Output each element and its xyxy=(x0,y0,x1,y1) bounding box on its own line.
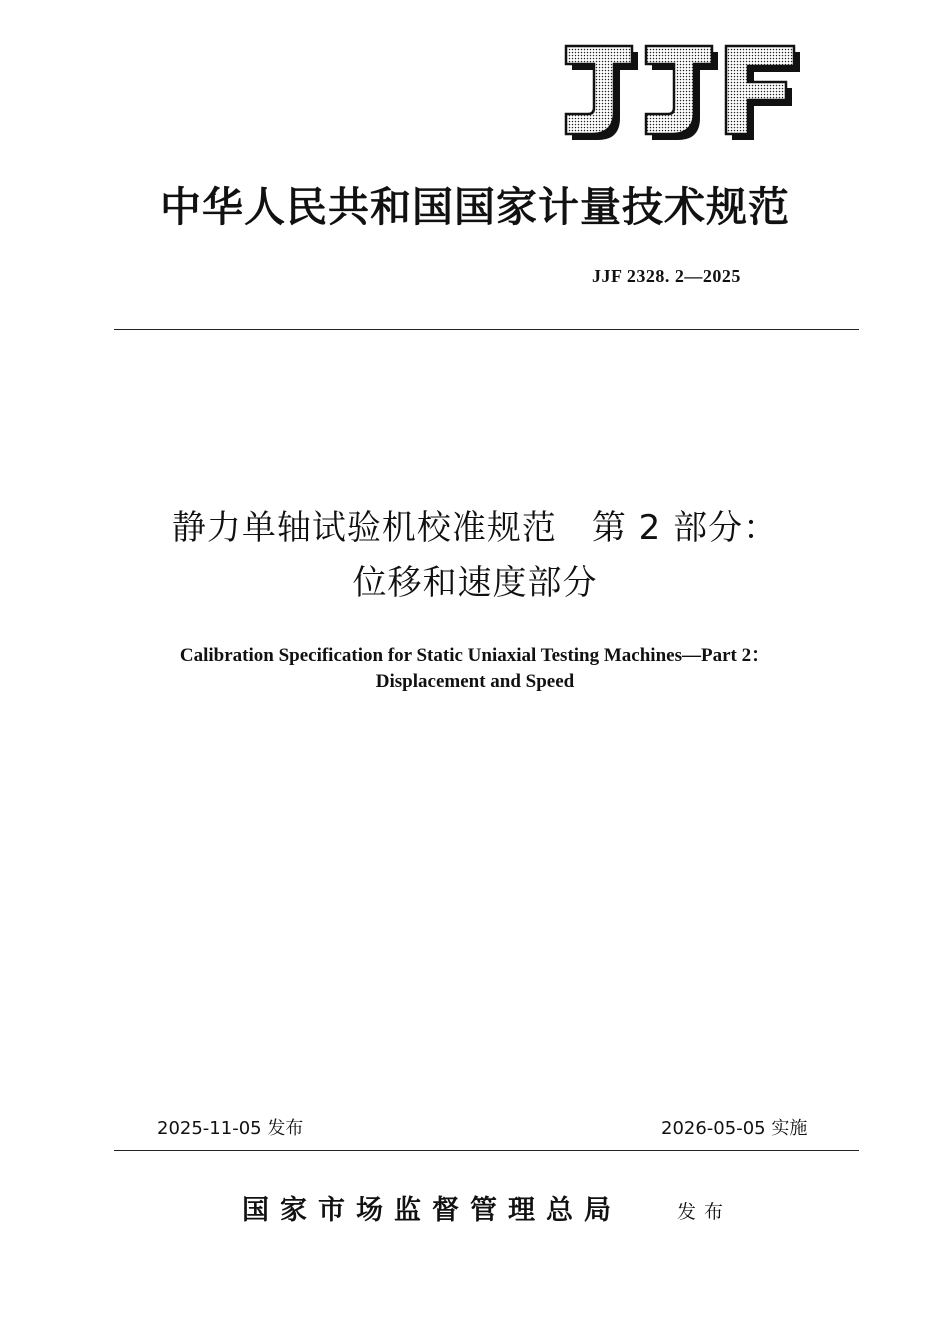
english-title-line-2: Displacement and Speed xyxy=(375,671,575,692)
country-standard-title: 中华人民共和国国家计量技术规范 xyxy=(160,183,790,231)
publisher-suffix: 发布 xyxy=(677,1201,732,1223)
publisher-name: 国家市场监督管理总局 xyxy=(242,1195,622,1226)
implementation-date: 2026-05-05 实施 xyxy=(661,1118,808,1139)
standard-code: JJF 2328. 2—2025 xyxy=(592,266,741,286)
chinese-title-line-2: 位移和速度部分 xyxy=(352,563,598,603)
top-divider xyxy=(114,329,859,330)
chinese-title-line-1: 静力单轴试验机校准规范 第 2 部分： xyxy=(171,508,779,548)
bottom-divider xyxy=(114,1150,859,1151)
jjf-logo xyxy=(562,42,804,142)
issue-date: 2025-11-05 发布 xyxy=(157,1118,304,1139)
english-title-line-1: Calibration Specification for Static Uniaxial Testing Machines—Part 2： xyxy=(179,645,771,666)
